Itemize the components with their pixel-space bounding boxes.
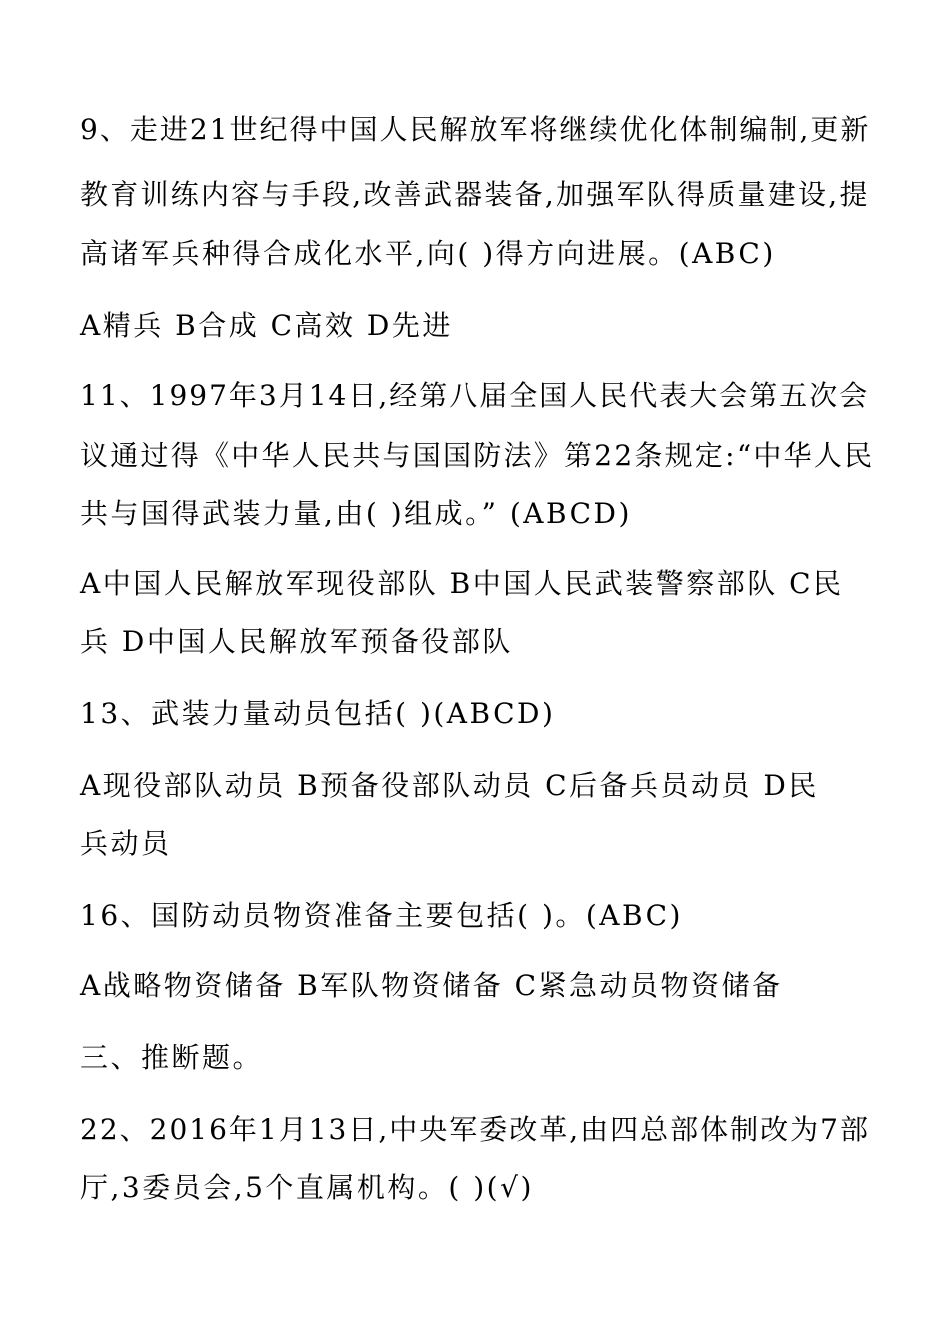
q9-options: A精兵 B合成 C高效 D先进 [80, 309, 453, 342]
q9-line-2: 教育训练内容与手段,改善武器装备,加强军队得质量建设,提 [80, 178, 870, 211]
q16-line-1: 16、国防动员物资准备主要包括( )。(ABC) [80, 899, 683, 932]
q22-line-2: 厅,3委员会,5个直属机构。( )(√) [80, 1171, 534, 1204]
q13-options-line-2: 兵动员 [80, 827, 172, 860]
q9-line-3: 高诸军兵种得合成化水平,向( )得方向进展。(ABC) [80, 237, 776, 270]
q11-line-3: 共与国得武装力量,由( )组成。” (ABCD) [80, 497, 632, 530]
q11-line-2: 议通过得《中华人民共与国国防法》第22条规定:“中华人民 [80, 439, 875, 472]
q22-line-1: 22、2016年1月13日,中央军委改革,由四总部体制改为7部 [80, 1113, 870, 1146]
q13-line-1: 13、武装力量动员包括( )(ABCD) [80, 697, 556, 730]
q9-line-1: 9、走进21世纪得中国人民解放军将继续优化体制编制,更新 [80, 113, 871, 146]
q11-options-line-1: A中国人民解放军现役部队 B中国人民武装警察部队 C民 [80, 567, 844, 600]
section-heading-judgement: 三、推断题。 [80, 1041, 264, 1074]
q11-line-1: 11、1997年3月14日,经第八届全国人民代表大会第五次会 [80, 379, 870, 412]
q11-options-line-2: 兵 D中国人民解放军预备役部队 [80, 625, 513, 658]
q13-options-line-1: A现役部队动员 B预备役部队动员 C后备兵员动员 D民 [80, 769, 819, 802]
q16-options: A战略物资储备 B军队物资储备 C紧急动员物资储备 [80, 969, 783, 1002]
